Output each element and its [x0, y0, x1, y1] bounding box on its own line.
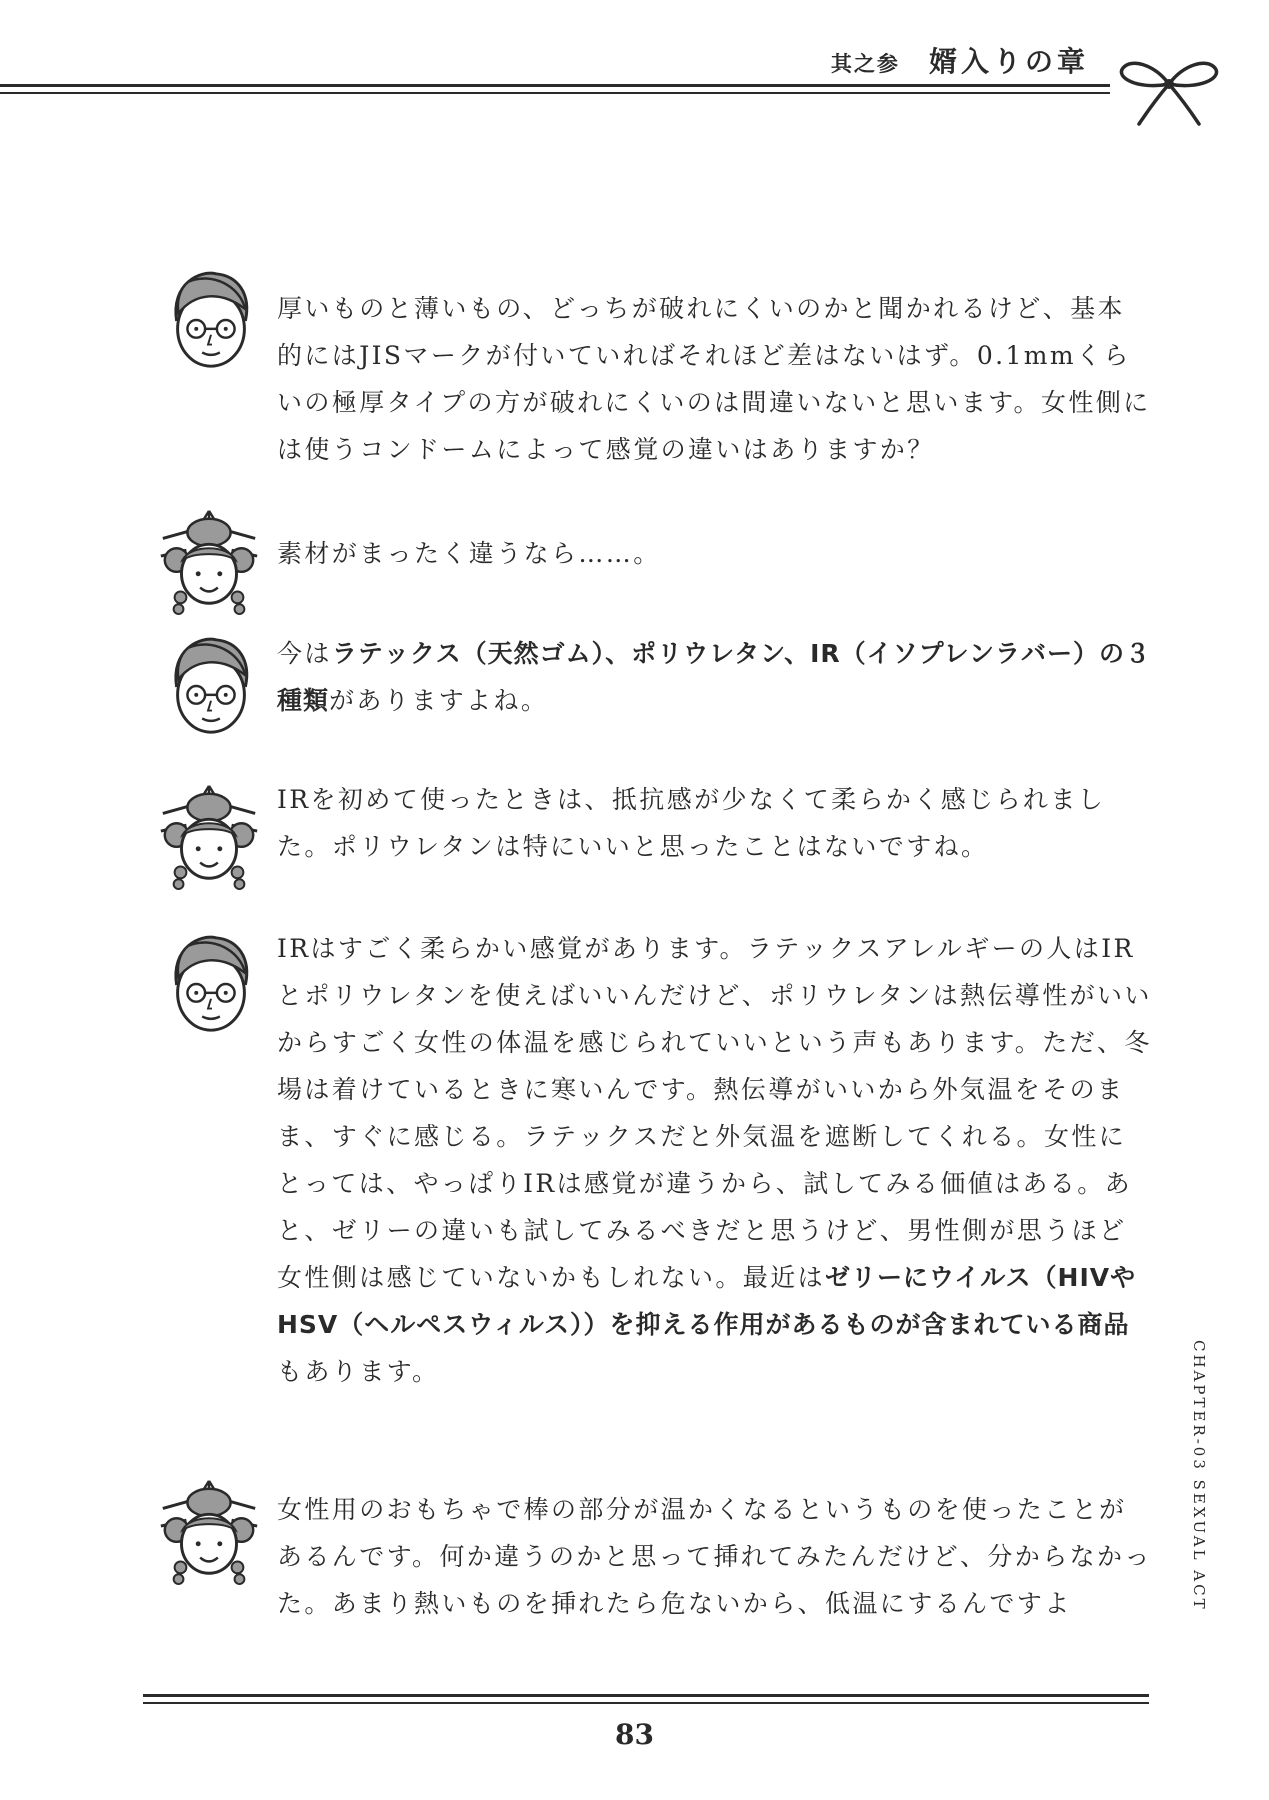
paragraph-bold-text: ラテックス（天然ゴム）、ポリウレタン、IR（イソプレンラバー）の３種類: [277, 639, 1151, 715]
paragraph-text: 女性用のおもちゃで棒の部分が温かくなるというものを使ったことがあるんです。何か違うのかと思って挿れてみたんだけど、分からなかった。あまり熱いものを挿れたら危ないから、低温にするんですよ: [277, 1495, 1152, 1618]
header-chapter: 婿入りの章: [928, 45, 1089, 78]
paragraph-text: 素材がまったく違うなら……。: [277, 539, 661, 568]
man-glasses-avatar-icon: [155, 264, 267, 376]
header-rule-top: [0, 84, 1110, 87]
woman-hairpins-avatar-icon: [153, 505, 265, 617]
paragraph-text: 厚いものと薄いもの、どっちが破れにくいのかと聞かれるけど、基本的にはJISマークが付いていればそれほど差はないはず。0.1mmくらいの極厚タイプの方が破れにくいのは間違いないと思います。女性側には使うコンドームによって感覚の違いはありますか？: [277, 294, 1151, 464]
man-glasses-avatar-icon: [155, 928, 267, 1040]
paragraph-text: もあります。: [277, 1357, 440, 1386]
footer-rule-top: [143, 1694, 1149, 1697]
chapter-side-label: CHAPTER-03 SEXUAL ACT: [1190, 1340, 1208, 1612]
dialogue-paragraph: [277, 630, 1152, 724]
header-section: 其之参: [830, 52, 900, 76]
footer-rule-bottom: [143, 1702, 1149, 1704]
ribbon-bow-icon: [1109, 50, 1229, 130]
dialogue-paragraph: [277, 776, 1152, 870]
paragraph-text: IRはすごく柔らかい感覚があります。ラテックスアレルギーの人はIRとポリウレタンを使えばいいんだけど、ポリウレタンは熱伝導性がいいからすごく女性の体温を感じられていいという声もあります。ただ、冬場は着けているときに寒いんです。熱伝導がいいから外気温をそのまま、すぐに感じる。ラテックスだと外気温を遮断してくれる。女性にとっては、やっぱりIRは感覚が違うから、試してみる価値はある。あと、ゼリーの違いも試してみるべきだと思うけど、男性側が思うほど女性側は感じていないかもしれない。最近は: [277, 934, 1152, 1292]
woman-hairpins-avatar-icon: [153, 1475, 265, 1587]
dialogue-paragraph: [277, 925, 1152, 1395]
page-number: 83: [615, 1718, 654, 1751]
paragraph-bold-text: ゼリーにウイルス（HIVやHSV（ヘルペスウィルス））を抑える作用があるものが含まれている商品: [277, 1263, 1137, 1339]
paragraph-text: 今は: [277, 639, 332, 668]
dialogue-paragraph: [277, 1486, 1152, 1627]
paragraph-text: がありますよね。: [329, 686, 549, 715]
header-rule-bottom: [0, 92, 1110, 94]
man-glasses-avatar-icon: [155, 630, 267, 742]
dialogue-paragraph: [277, 285, 1152, 473]
woman-hairpins-avatar-icon: [153, 780, 265, 892]
running-header: [831, 40, 1089, 80]
paragraph-text: IRを初めて使ったときは、抵抗感が少なくて柔らかく感じられました。ポリウレタンは特にいいと思ったことはないですね。: [277, 785, 1106, 861]
dialogue-paragraph: [277, 530, 1152, 577]
